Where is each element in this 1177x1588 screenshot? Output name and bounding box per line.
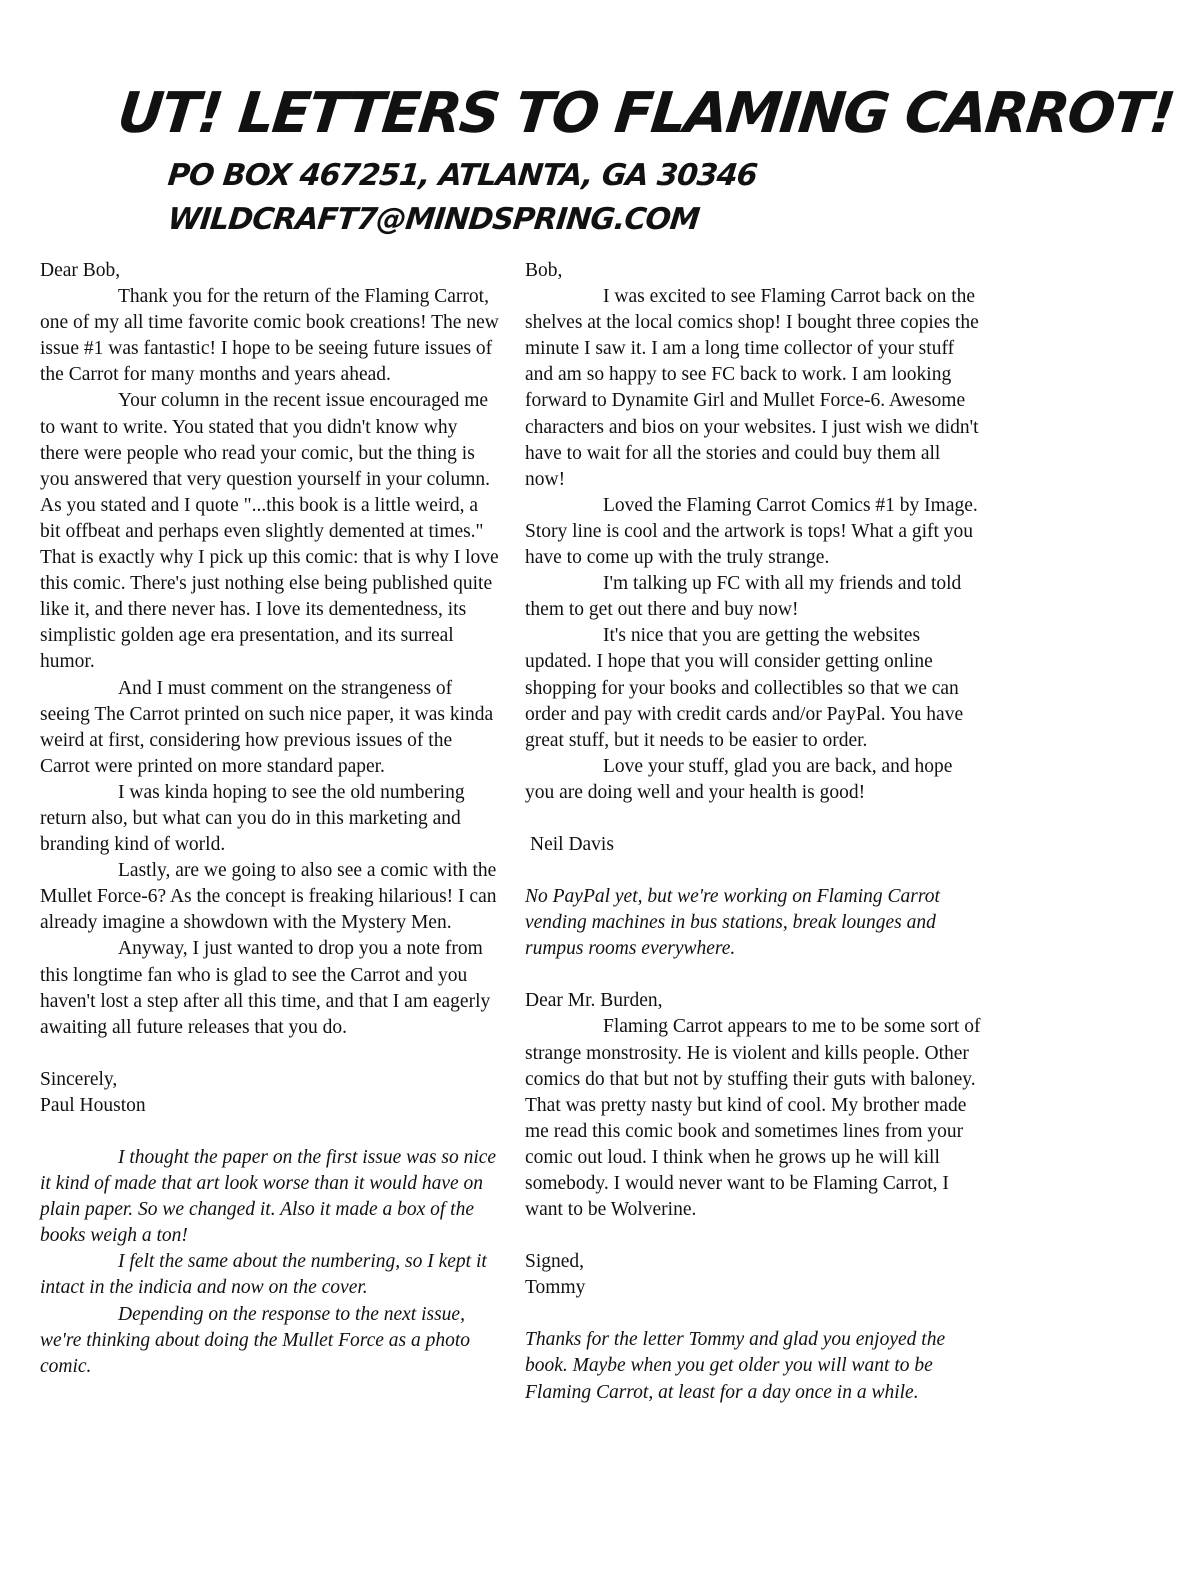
letter-salutation: Dear Bob, — [40, 260, 121, 281]
letter-paragraph: Flaming Carrot appears to me to be some sort of strange monstrosity. He is violent and kills people. Other comics do that but not by stuffing their guts with baloney. That was pretty nasty but kind of cool. My brother made me read this comic book and sometimes lines from your comic out loud. I think when he grows up he will kill somebody. I would never want to be Flaming Carrot, I want to be Wolverine. — [525, 1016, 981, 1221]
editor-reply: I felt the same about the numbering, so I kept it intact in the indicia and now on the cover. — [40, 1251, 487, 1299]
mailing-address: PO BOX 467251, ATLANTA, GA 30346 — [166, 158, 759, 193]
letter-paragraph: It's nice that you are getting the websites updated. I hope that you will consider getting online shopping for your books and collectibles so that we can order and pay with credit cards and/or PayPal. You have great stuff, but it needs to be easier to order. — [525, 625, 964, 751]
letter-paragraph: I'm talking up FC with all my friends and told them to get out there and buy now! — [525, 573, 962, 621]
letter-closing: Signed, — [525, 1251, 585, 1273]
right-column — [525, 258, 985, 1406]
letter-signature: Paul Houston — [40, 1094, 146, 1116]
letter-paragraph: Lastly, are we going to also see a comic with the Mullet Force-6? As the concept is freaking hilarious! I can already imagine a showdown with the Mystery Men. — [40, 860, 497, 934]
page-title: UT! LETTERS TO FLAMING CARROT! — [114, 81, 1177, 146]
letter-closing: Sincerely, — [40, 1068, 118, 1090]
letter-paragraph: I was kinda hoping to see the old numbering return also, but what can you do in this marketing and branding kind of world. — [40, 781, 465, 856]
left-column — [40, 258, 500, 1380]
letter-signature: Neil Davis — [530, 833, 614, 855]
letter-salutation: Bob, — [525, 260, 563, 281]
page-header — [0, 0, 1177, 250]
letter-paragraph: Thank you for the return of the Flaming Carrot, one of my all time favorite comic book creations! The new issue #1 was fantastic! I hope to be seeing future issues of the Carrot for many months and years ahead. — [40, 286, 499, 386]
letter-paragraph: Anyway, I just wanted to drop you a note from this longtime fan who is glad to see the Carrot and you haven't lost a step after all this time, and that I am eagerly awaiting all future releases that you do. — [40, 938, 491, 1038]
letter-paragraph: And I must comment on the strangeness of seeing The Carrot printed on such nice paper, it was kinda weird at first, considering how previous issues of the Carrot were printed on more standard paper. — [40, 677, 494, 777]
letter-signature: Tommy — [525, 1277, 586, 1299]
email-address: WILDCRAFT7@MINDSPRING.COM — [166, 202, 701, 237]
editor-reply: Depending on the response to the next issue, we're thinking about doing the Mullet Force as a photo comic. — [40, 1303, 471, 1377]
editor-reply: I thought the paper on the first issue was so nice it kind of made that art look worse than it would have on plain paper. So we changed it. Also it made a box of the books weigh a ton! — [40, 1147, 497, 1247]
letter-paragraph: Love your stuff, glad you are back, and hope you are doing well and your health is good! — [525, 755, 953, 803]
letter-paragraph: I was excited to see Flaming Carrot back on the shelves at the local comics shop! I bought three copies the minute I saw it. I am a long time collector of your stuff and am so happy to see FC back to work. I am looking forward to Dynamite Girl and Mullet Force-6. Awesome characters and bios on your websites. I just wish we didn't have to wait for all the stories and could buy them all now! — [525, 286, 979, 490]
letter-salutation: Dear Mr. Burden, — [525, 990, 663, 1012]
letter-paragraph: Your column in the recent issue encouraged me to want to write. You stated that you didn't know why there were people who read your comic, but the thing is you answered that very question yourself in your column. As you stated and I quote "...this book is a little weird, a bit offbeat and perhaps even slightly demented at times." That is exactly why I pick up this comic: that is why I love this comic. There's just nothing else being published quite like it, and there never has. I love its dementedness, its simplistic golden age era presentation, and its surreal humor. — [40, 390, 499, 673]
editor-reply: No PayPal yet, but we're working on Flaming Carrot vending machines in bus stations, break lounges and rumpus rooms everywhere. — [525, 886, 940, 960]
editor-reply: Thanks for the letter Tommy and glad you enjoyed the book. Maybe when you get older you will want to be Flaming Carrot, at least for a day once in a while. — [525, 1329, 946, 1403]
letter-paragraph: Loved the Flaming Carrot Comics #1 by Image. Story line is cool and the artwork is tops! What a gift you have to come up with the truly strange. — [525, 494, 978, 569]
